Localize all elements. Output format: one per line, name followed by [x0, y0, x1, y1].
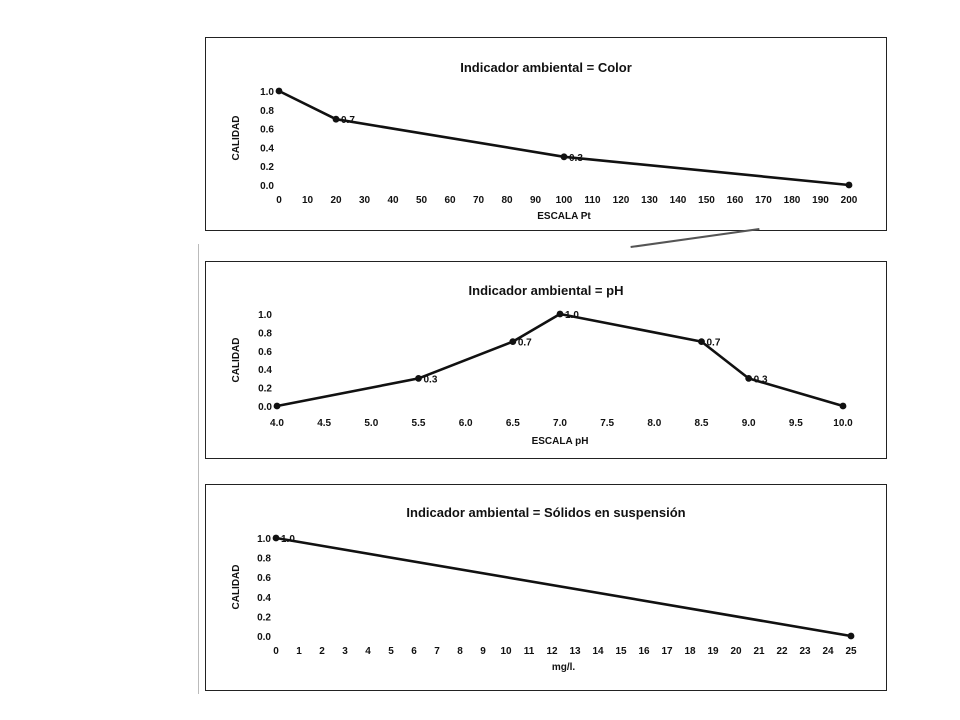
- x-axis-label: ESCALA pH: [531, 436, 589, 447]
- scan-artifact: [198, 244, 199, 694]
- y-tick-label: 0.0: [257, 632, 271, 643]
- x-tick-label: 150: [698, 195, 715, 206]
- y-tick-label: 0.8: [257, 553, 271, 565]
- x-axis-label: ESCALA Pt: [537, 211, 591, 222]
- y-tick-label: 0.0: [258, 402, 272, 413]
- chart-ph-svg: [206, 262, 886, 458]
- y-tick-label: 0.2: [258, 383, 272, 395]
- x-tick-label: 8.5: [694, 418, 709, 429]
- y-tick-label: 0.0: [260, 181, 274, 192]
- x-tick-label: 7: [434, 646, 440, 657]
- x-tick-label: 23: [799, 646, 811, 657]
- x-tick-label: 17: [661, 646, 673, 657]
- x-tick-label: 22: [776, 646, 788, 657]
- y-tick-label: 1.0: [258, 310, 272, 321]
- x-tick-label: 60: [444, 195, 456, 206]
- data-point: [698, 338, 705, 345]
- series-line: [279, 91, 849, 185]
- x-tick-label: 1: [296, 646, 302, 657]
- series-line: [277, 314, 843, 406]
- y-tick-label: 0.2: [260, 162, 274, 174]
- y-axis-label: CALIDAD: [231, 115, 242, 161]
- y-tick-label: 0.8: [260, 105, 274, 117]
- x-tick-label: 21: [753, 646, 765, 657]
- x-tick-label: 200: [840, 195, 858, 206]
- x-tick-label: 140: [669, 195, 687, 206]
- x-tick-label: 6.5: [505, 418, 520, 429]
- x-tick-label: 19: [707, 646, 719, 657]
- chart-title: Indicador ambiental = Sólidos en suspensión: [406, 505, 686, 520]
- x-tick-label: 5: [388, 646, 394, 657]
- chart-color-svg: [206, 38, 886, 230]
- x-tick-label: 170: [755, 195, 772, 206]
- x-tick-label: 0: [273, 646, 279, 657]
- x-tick-label: 8: [457, 646, 463, 657]
- x-tick-label: 20: [730, 646, 742, 657]
- data-point: [276, 88, 283, 95]
- x-tick-label: 100: [555, 195, 573, 206]
- x-tick-label: 11: [523, 646, 535, 657]
- data-label: 0.7: [706, 337, 721, 349]
- data-point: [848, 633, 855, 640]
- x-tick-label: 10: [500, 646, 512, 657]
- data-point: [273, 535, 280, 542]
- y-tick-label: 0.2: [257, 612, 271, 624]
- x-tick-label: 14: [592, 646, 604, 657]
- data-point: [333, 116, 340, 123]
- x-tick-label: 90: [529, 195, 542, 206]
- x-tick-label: 120: [612, 195, 630, 206]
- chart-panel-color: [205, 37, 887, 231]
- x-tick-label: 110: [584, 195, 601, 206]
- x-tick-label: 9: [480, 646, 486, 657]
- data-label: 0.3: [753, 374, 768, 386]
- y-tick-label: 1.0: [257, 534, 271, 545]
- x-tick-label: 80: [501, 195, 513, 206]
- x-tick-label: 6: [411, 646, 417, 657]
- y-tick-label: 0.6: [260, 124, 274, 136]
- data-point: [557, 311, 564, 318]
- x-tick-label: 24: [822, 646, 834, 657]
- data-point: [846, 182, 853, 189]
- x-tick-label: 50: [415, 195, 428, 206]
- y-axis-label: CALIDAD: [231, 337, 242, 383]
- x-tick-label: 9.0: [741, 418, 756, 429]
- x-tick-label: 10: [301, 195, 314, 206]
- x-tick-label: 3: [342, 646, 348, 657]
- chart-title: Indicador ambiental = Color: [460, 60, 632, 75]
- data-point: [745, 375, 752, 382]
- data-point: [274, 403, 281, 410]
- data-point: [415, 375, 422, 382]
- x-tick-label: 9.5: [788, 418, 803, 429]
- y-axis-label: CALIDAD: [231, 564, 242, 610]
- x-tick-label: 25: [845, 646, 857, 657]
- x-tick-label: 30: [358, 195, 371, 206]
- series-line: [276, 538, 851, 636]
- x-tick-label: 13: [569, 646, 581, 657]
- x-tick-label: 20: [330, 195, 342, 206]
- x-tick-label: 70: [472, 195, 485, 206]
- y-tick-label: 1.0: [260, 87, 274, 98]
- y-tick-label: 0.6: [258, 346, 272, 358]
- x-tick-label: 18: [684, 646, 696, 657]
- data-label: 0.7: [341, 115, 355, 127]
- data-point: [561, 153, 568, 160]
- x-tick-label: 40: [387, 195, 399, 206]
- x-tick-label: 15: [615, 646, 627, 657]
- data-label: 0.3: [423, 374, 438, 386]
- y-tick-label: 0.6: [257, 573, 271, 585]
- y-tick-label: 0.4: [257, 592, 271, 604]
- chart-solidos-svg: [206, 485, 886, 690]
- y-tick-label: 0.4: [258, 365, 272, 377]
- x-tick-label: 12: [546, 646, 558, 657]
- x-tick-label: 130: [641, 195, 658, 206]
- x-tick-label: 4.0: [270, 418, 284, 429]
- data-point: [509, 338, 516, 345]
- x-tick-label: 4.5: [317, 418, 332, 429]
- x-tick-label: 4: [365, 646, 371, 657]
- data-label: 1.0: [281, 534, 295, 545]
- chart-title: Indicador ambiental = pH: [468, 283, 624, 298]
- x-tick-label: 10.0: [833, 418, 853, 429]
- y-tick-label: 0.8: [258, 328, 272, 340]
- x-tick-label: 7.5: [600, 418, 615, 429]
- data-label: 1.0: [565, 310, 579, 321]
- x-tick-label: 160: [726, 195, 744, 206]
- data-label: 0.3: [569, 152, 583, 164]
- chart-panel-solidos: [205, 484, 887, 691]
- data-point: [840, 403, 847, 410]
- y-tick-label: 0.4: [260, 143, 274, 155]
- x-tick-label: 5.0: [364, 418, 379, 429]
- chart-panel-ph: [205, 261, 887, 459]
- x-tick-label: 16: [638, 646, 650, 657]
- data-label: 0.7: [517, 337, 532, 349]
- x-tick-label: 2: [319, 646, 325, 657]
- x-tick-label: 5.5: [411, 418, 426, 429]
- x-tick-label: 180: [783, 195, 801, 206]
- x-tick-label: 7.0: [553, 418, 567, 429]
- x-axis-label: mg/l.: [551, 662, 576, 673]
- x-tick-label: 8.0: [647, 418, 662, 429]
- x-tick-label: 6.0: [458, 418, 473, 429]
- x-tick-label: 190: [812, 195, 829, 206]
- x-tick-label: 0: [276, 195, 282, 206]
